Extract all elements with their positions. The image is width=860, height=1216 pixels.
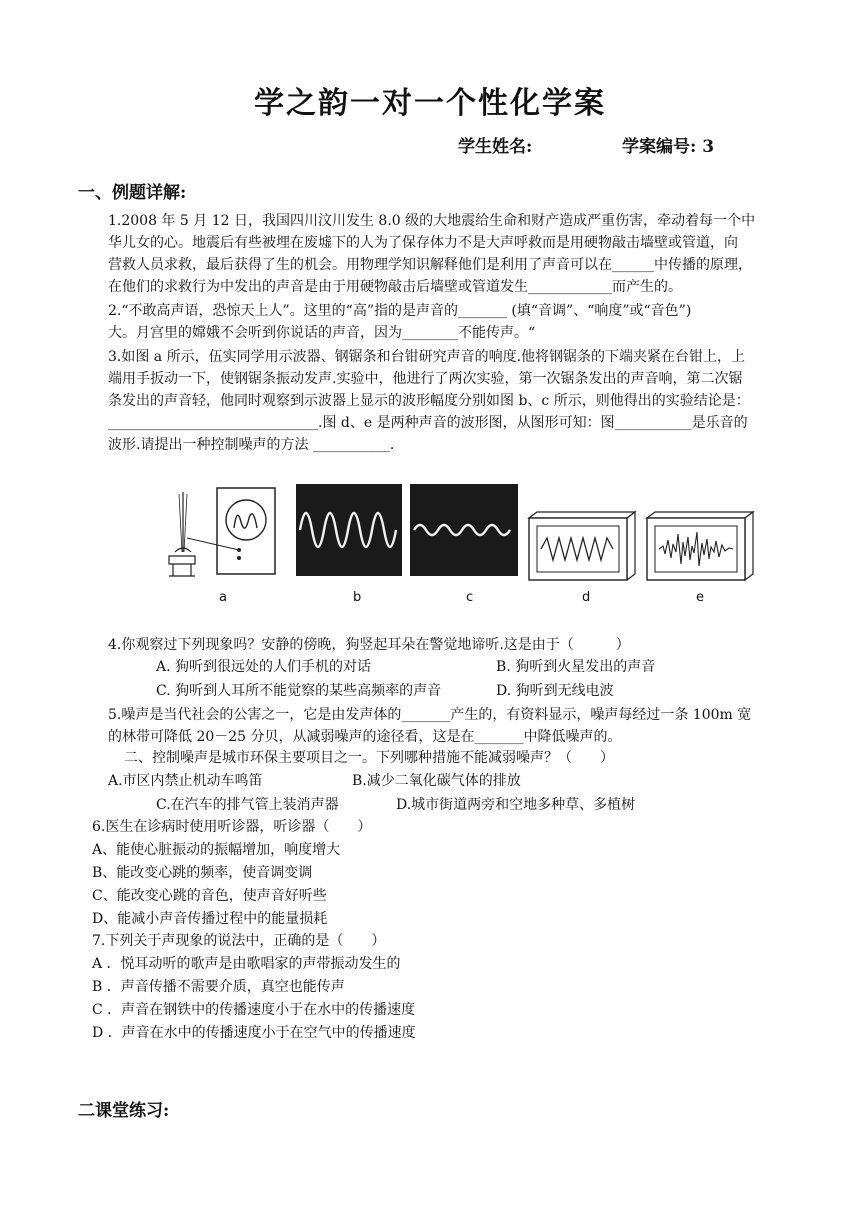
question-4-option-b: B. 狗听到火星发出的声音 [496,659,656,675]
question-6-option-c: C、能改变心跳的音色，使声音好听些 [92,888,327,904]
figure-e-noise-waveform [645,510,755,582]
question-4-option-d: D. 狗听到无线电波 [496,683,614,699]
question-7-option-d: D ．声音在水中的传播速度小于在空气中的传播速度 [92,1025,416,1041]
question-2 [108,300,794,344]
question-7-option-c: C ．声音在钢铁中的传播速度小于在水中的传播速度 [92,1002,416,1018]
question-1-line: 华儿女的心。地震后有些被埋在废墟下的人为了保存体力不是大声呼救而是用硬物敲击墙壁或管道，向 [108,235,738,251]
question-6-option-a: A、能使心脏振动的振幅增加，响度增大 [92,842,341,858]
question-6-option-b: B、能改变心跳的频率，使音调变调 [92,865,313,881]
figure-label-c: c [466,590,474,605]
question-5-line: 5.噪声是当代社会的公害之一，它是由发声体的_______产生的，有资料显示，噪声每经过一条 100m 宽 [108,707,752,723]
question-7-stem: 7.下列关于声现象的说法中，正确的是（ ） [92,933,386,949]
question-7-option-b: B ．声音传播不需要介质，真空也能传声 [92,979,345,995]
figure-a-oscilloscope-setup [165,482,285,582]
question-3 [108,346,794,456]
question-1-line: 1.2008 年 5 月 12 日，我国四川汶川发生 8.0 级的大地震给生命和财产造成严重伤害，牵动着每一个中 [108,213,756,229]
question-3-line: 波形.请提出一种控制噪声的方法 ___________. [108,437,395,453]
figure-b-loud-waveform [296,484,402,576]
page-title: 学之韵一对一个性化学案 [254,86,606,121]
question-5b-option-b: B.减少二氧化碳气体的排放 [352,773,521,789]
figure-label-a: a [219,590,227,605]
student-name-label: 学生姓名: [458,137,533,157]
section-heading-practice: 二课堂练习: [78,1101,170,1121]
question-1-line: 营救人员求救，最后获得了生的机会。用物理学知识解释他们是利用了声音可以在______中传播的原理， [108,257,752,273]
question-6-stem: 6.医生在诊病时使用听诊器，听诊器（ ） [92,819,372,835]
question-3-line: 条发出的声音轻，他同时观察到示波器上显示的波形幅度分别如图 b、c 所示，则他得出的实验结论是： [108,393,750,409]
question-4-stem: 4.你观察过下列现象吗？安静的傍晚，狗竖起耳朵在警觉地谛听.这是由于（ ） [108,637,630,653]
question-5 [108,704,794,748]
figure-label-e: e [696,590,704,605]
section-heading-examples: 一、例题详解: [78,183,187,203]
question-1-line: 在他们的求救行为中发出的声音是由于用硬物敲击后墙壁或管道发生____________而产生的。 [108,279,682,295]
question-3-line: 3.如图 a 所示，伍实同学用示波器、钢锯条和台钳研究声音的响度.他将钢锯条的下端夹紧在台钳上，上 [108,349,746,365]
figure-label-d: d [582,590,591,605]
question-1 [108,210,794,298]
figure-label-b: b [353,590,362,605]
question-4-option-a: A. 狗听到很远处的人们手机的对话 [156,659,372,675]
question-7-option-a: A ．悦耳动听的歌声是由歌唱家的声带振动发生的 [92,956,401,972]
question-6-option-d: D、能减小声音传播过程中的能量损耗 [92,911,328,927]
figure-d-musical-waveform [527,510,637,582]
question-3-line: ______________________________.图 d、e 是两种声音的波形图，从图形可知：图___________是乐音的 [108,415,748,431]
question-5b-stem: 二、控制噪声是城市环保主要项目之一。下列哪种措施不能减弱噪声？（ ） [124,750,614,766]
question-2-line: 2.“不敢高声语，恐惊天上人”。这里的“高”指的是声音的_______ (填“音调”、“响度”或“音色”) [108,303,692,319]
question-2-line: 大。月宫里的嫦娥不会听到你说话的声音，因为________不能传声。“ [108,325,536,341]
question-5b-option-a: A.市区内禁止机动车鸣笛 [108,773,263,789]
figure-c-quiet-waveform [410,484,518,576]
question-4-option-c: C. 狗听到人耳所不能觉察的某些高频率的声音 [156,683,442,699]
plan-number-label: 学案编号: 3 [622,137,715,157]
question-5b-option-c: C.在汽车的排气管上装消声器 [156,797,339,813]
question-3-line: 端用手扳动一下，使钢锯条振动发声.实验中，他进行了两次实验，第一次锯条发出的声音响，第二次锯 [108,371,743,387]
question-5b-option-d: D.城市街道两旁和空地多种草、多植树 [396,797,636,813]
question-5-line: 的林带可降低 20－25 分贝，从减弱噪声的途径看，这是在_______中降低噪声的。 [108,729,622,745]
